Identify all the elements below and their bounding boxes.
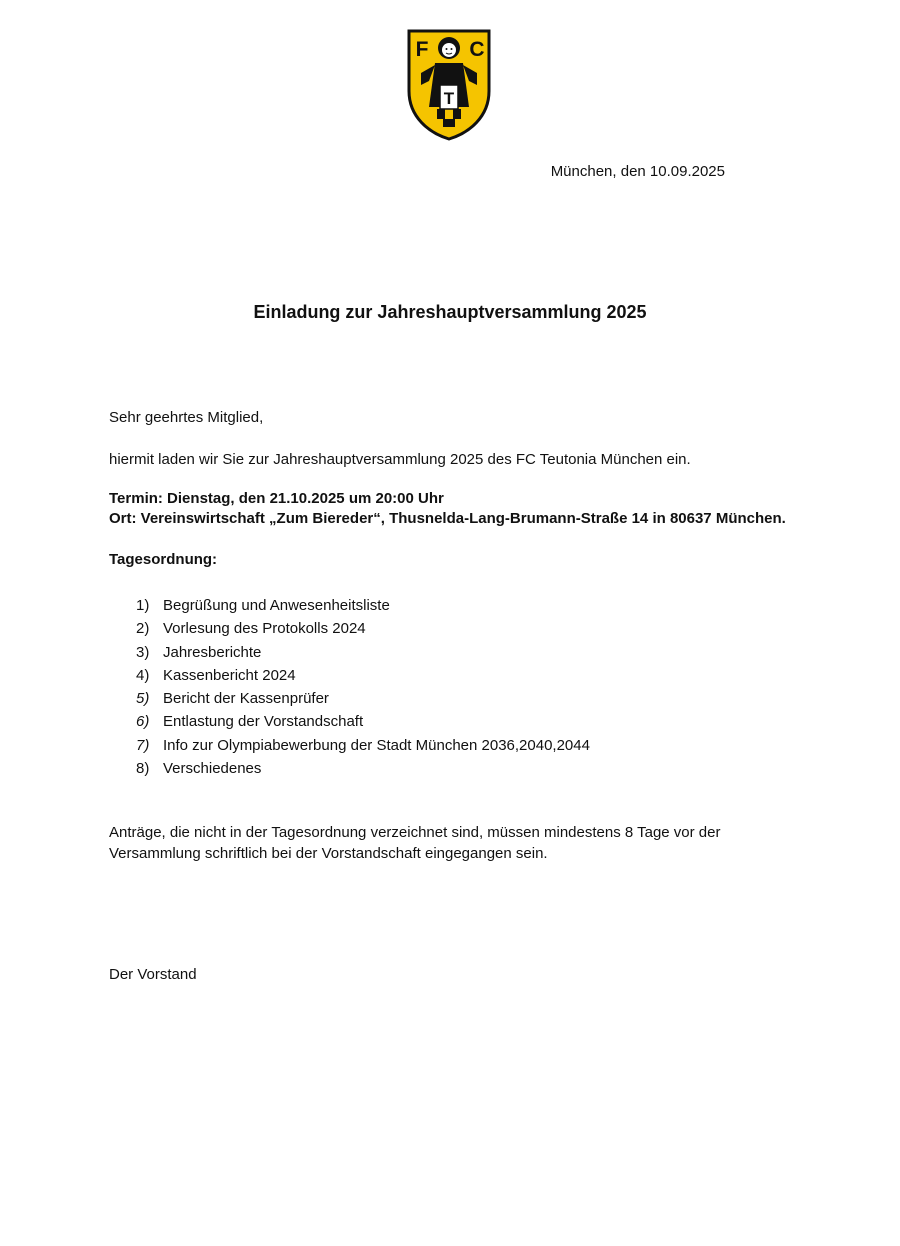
agenda-item-number: 8) (136, 760, 150, 778)
agenda-item-label: Jahresberichte (163, 643, 262, 661)
agenda-item-number: 3) (136, 643, 150, 661)
logo-letter-t: T (443, 89, 455, 108)
logo-letter-c: C (469, 38, 485, 61)
signature: Der Vorstand (109, 966, 197, 983)
agenda-item-label: Begrüßung und Anwesenheitsliste (163, 597, 390, 614)
agenda-item-label: Bericht der Kassenprüfer (163, 690, 329, 708)
agenda-item-label: Vorlesung des Protokolls 2024 (163, 620, 366, 638)
agenda-item-number: 5) (136, 690, 150, 708)
agenda-item-label: Entlastung der Vorstandschaft (163, 713, 364, 731)
note-line-2: Versammlung schriftlich bei der Vorstandschaft eingegangen sein. (109, 845, 548, 862)
logo-letter-f: F (415, 38, 429, 61)
club-crest-icon (407, 29, 491, 141)
club-logo (407, 29, 491, 141)
date-line: München, den 10.09.2025 (550, 163, 725, 180)
note-line-1: Anträge, die nicht in der Tagesordnung verzeichnet sind, müssen mindestens 8 Tage vor der (109, 824, 721, 841)
agenda-item-number: 6) (136, 713, 150, 731)
agenda-item-number: 1) (136, 597, 150, 614)
agenda-item-label: Verschiedenes (163, 760, 262, 778)
agenda-item-label: Kassenbericht 2024 (163, 666, 296, 684)
agenda-item-label: Info zur Olympiabewerbung der Stadt München 2036,2040,2044 (163, 736, 590, 754)
meeting-date: Termin: Dienstag, den 21.10.2025 um 20:00 Uhr (109, 490, 444, 507)
agenda-heading: Tagesordnung: (109, 551, 218, 568)
agenda-item-number: 4) (136, 666, 150, 684)
meeting-location: Ort: Vereinswirtschaft „Zum Biereder“, Thusnelda-Lang-Brumann-Straße 14 in 80637 München. (109, 510, 786, 527)
agenda-item-number: 7) (136, 736, 150, 754)
agenda-item-number: 2) (136, 620, 150, 638)
salutation: Sehr geehrtes Mitglied, (109, 409, 264, 426)
letter-title: Einladung zur Jahreshauptversammlung 2025 (253, 302, 647, 322)
intro-paragraph: hiermit laden wir Sie zur Jahreshauptversammlung 2025 des FC Teutonia München ein. (109, 451, 691, 468)
